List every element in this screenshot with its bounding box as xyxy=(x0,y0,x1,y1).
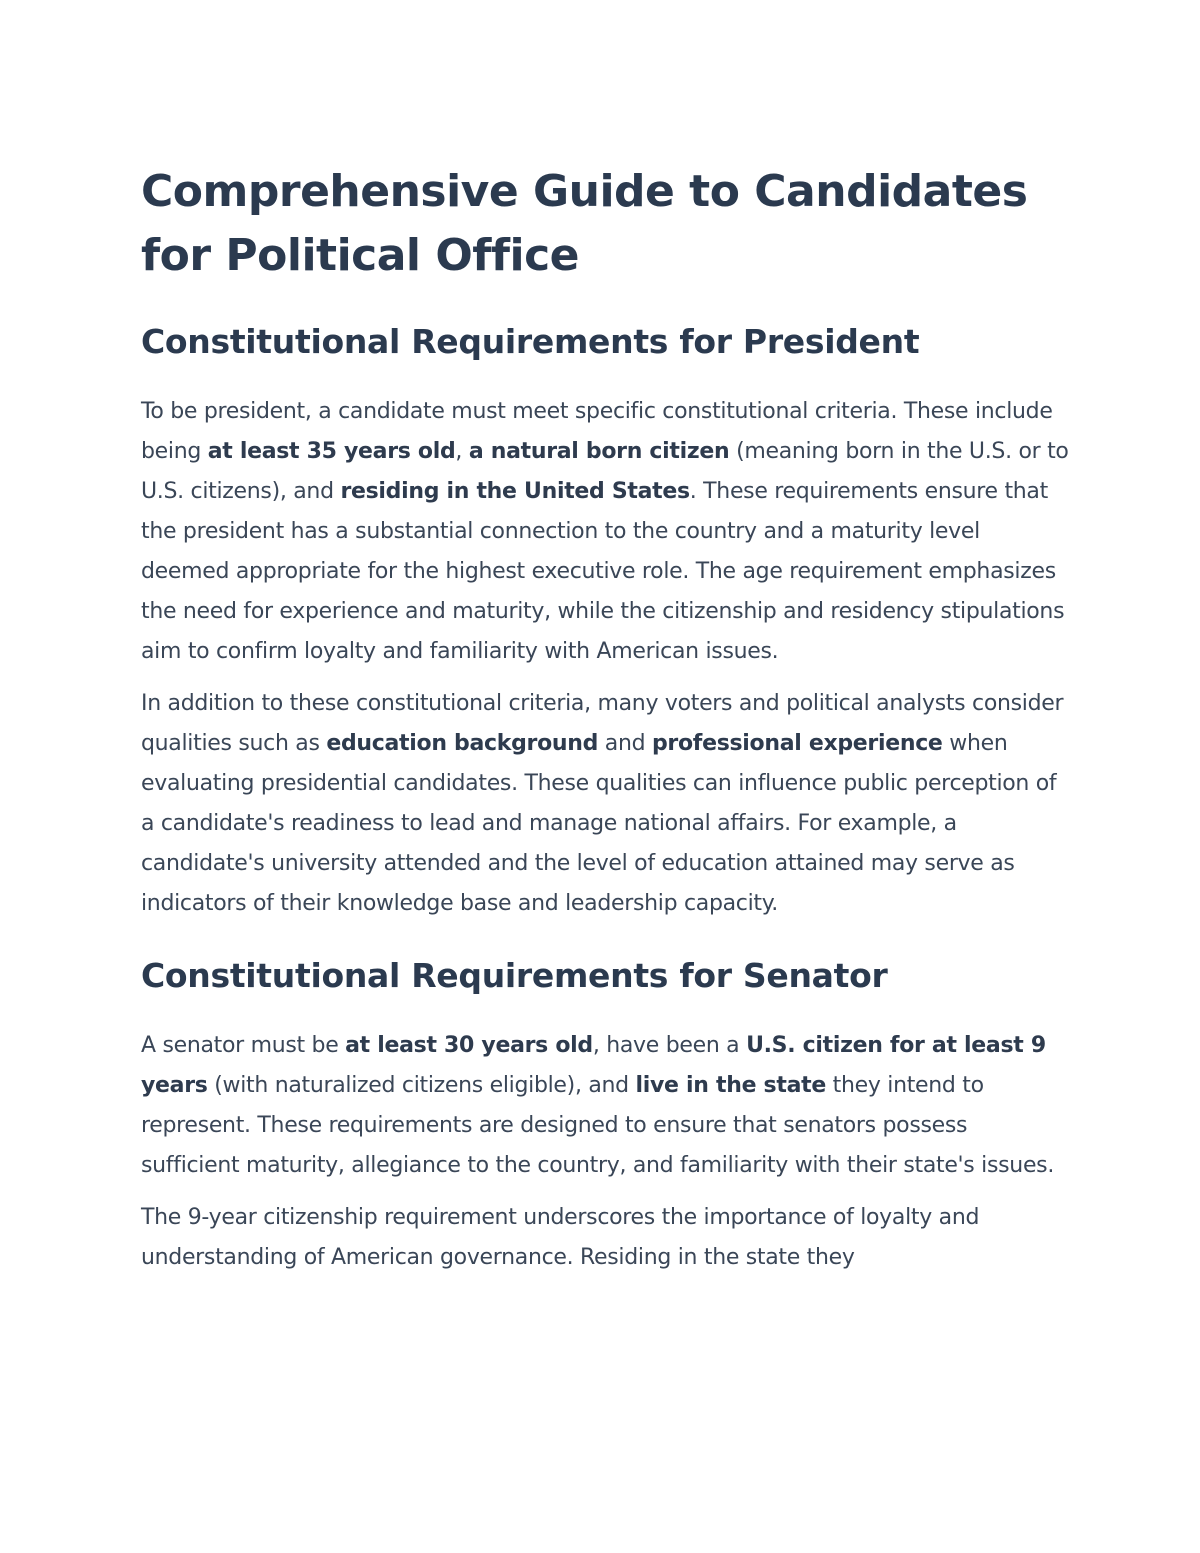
text-run: . These requirements ensure that the president has a substantial connection to the country and a maturity level deemed appropriate for the highest executive role. The age requirement emphasizes the need for experience and maturity, while the citizenship and residency stipulations aim to confirm loyalty and familiarity with American issues. xyxy=(141,479,1065,664)
text-run: (with naturalized citizens eligible), and xyxy=(207,1073,636,1098)
document-title: Comprehensive Guide to Candidates for Political Office xyxy=(141,166,1028,281)
text-run: To be president, a candidate must meet specific constitutional criteria. These include being xyxy=(141,399,1053,464)
text-run: and xyxy=(598,731,652,756)
text-run: A senator must be xyxy=(141,1033,346,1058)
text-run: they intend to represent. These requirements are designed to ensure that senators possess sufficient maturity, allegiance to the country, and familiarity with their state's issues. xyxy=(141,1073,1055,1178)
bold-text-run: at least 35 years old xyxy=(207,439,456,464)
text-run: , have been a xyxy=(592,1033,747,1058)
section-heading-president: Constitutional Requirements for President xyxy=(141,322,920,361)
bold-text-run: professional experience xyxy=(651,731,943,756)
bold-text-run: education background xyxy=(326,731,599,756)
bold-text-run: live in the state xyxy=(635,1073,826,1098)
paragraph-president-requirements xyxy=(141,392,1071,672)
text-run: , xyxy=(455,439,469,464)
paragraph-senator-requirements xyxy=(141,1026,1071,1186)
bold-text-run: U.S. citizen for at least 9 years xyxy=(141,1033,1046,1098)
document-page xyxy=(141,160,1071,1278)
section-heading-senator: Constitutional Requirements for Senator xyxy=(141,956,888,995)
text-run: The 9-year citizenship requirement underscores the importance of loyalty and understanding of American governance. Residing in the state they xyxy=(141,1205,980,1270)
paragraph-president-qualities xyxy=(141,684,1071,924)
bold-text-run: at least 30 years old xyxy=(345,1033,593,1058)
text-run: In addition to these constitutional criteria, many voters and political analysts consider qualities such as xyxy=(141,691,1064,756)
bold-text-run: a natural born citizen xyxy=(468,439,730,464)
text-run: when evaluating presidential candidates. These qualities can influence public perception of a candidate's readiness to lead and manage national affairs. For example, a candidate's university attended and the level of education attained may serve as indicators of their knowledge base and leadership capacity. xyxy=(141,731,1057,916)
paragraph-senator-citizenship xyxy=(141,1198,1071,1278)
text-run: (meaning born in the U.S. or to U.S. citizens), and xyxy=(141,439,1069,504)
bold-text-run: residing in the United States xyxy=(340,479,690,504)
